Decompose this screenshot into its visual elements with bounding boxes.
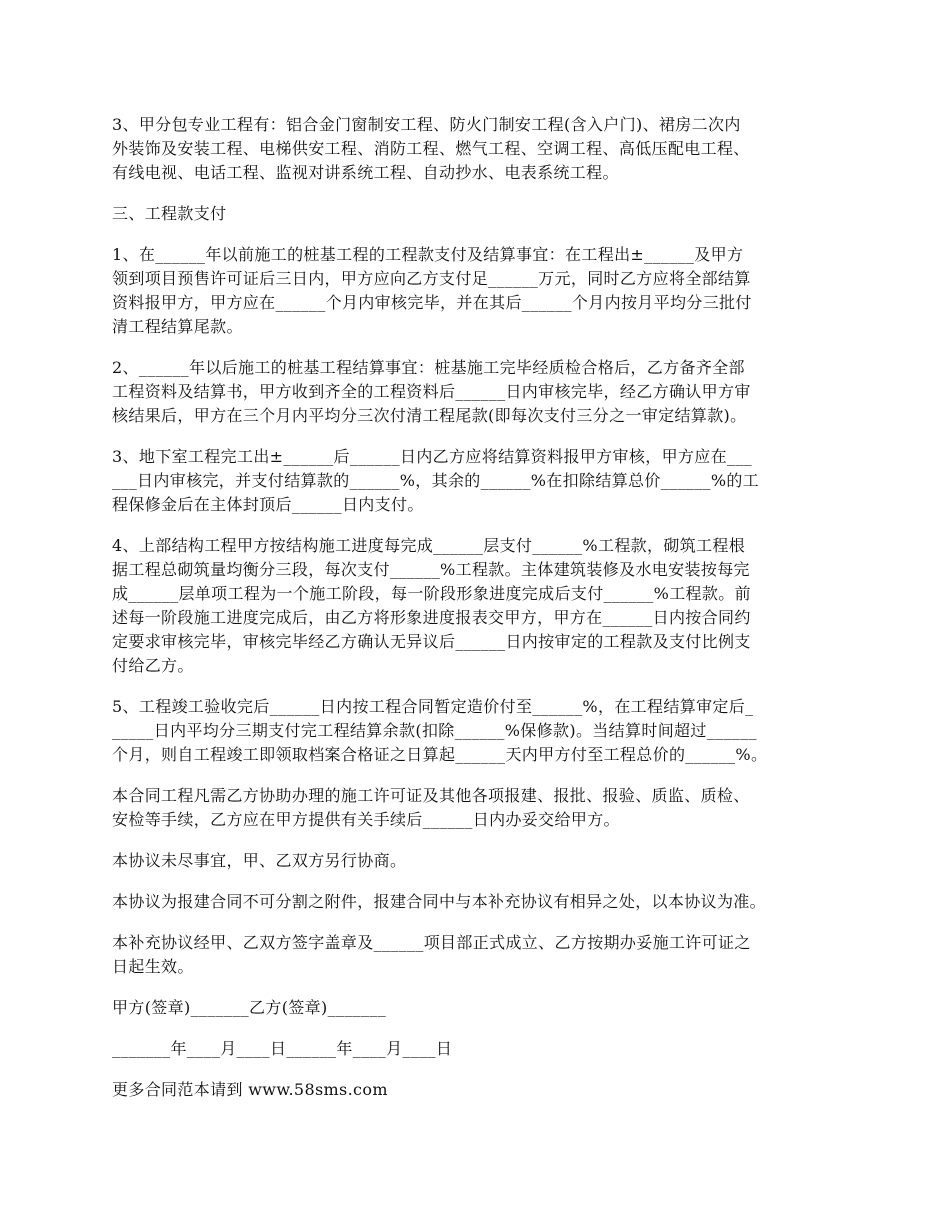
signature-line bbox=[112, 996, 852, 1020]
contract-document bbox=[112, 113, 852, 1119]
section-heading-payment bbox=[112, 202, 852, 226]
negotiation-paragraph bbox=[112, 849, 852, 873]
text-line: 据工程总砌筑量均衡分三段，每次支付______%工程款。主体建筑装修及水电安装按每完 bbox=[112, 560, 750, 579]
permits-paragraph bbox=[112, 784, 852, 832]
text-line: _______年____月____日______年____月____日 bbox=[112, 1039, 453, 1058]
text-line: 定要求审核完毕，审核完毕经乙方确认无异议后______日内按审定的工程款及支付比例支 bbox=[112, 632, 751, 651]
text-line: 4、上部结构工程甲方按结构施工进度每完成______层支付______%工程款，砌筑工程根 bbox=[112, 536, 746, 555]
text-line: ___日内审核完，并支付结算款的______%，其余的______%在扣除结算总价______%的工 bbox=[112, 471, 760, 490]
text-line: 3、甲分包专业工程有：铝合金门窗制安工程、防火门制安工程(含入户门)、裙房二次内 bbox=[112, 115, 741, 134]
text-line: 本协议为报建合同不可分割之附件，报建合同中与本补充协议有相异之处，以本协议为准。 bbox=[112, 892, 767, 911]
text-line: 有线电视、电话工程、监视对讲系统工程、自动抄水、电表系统工程。 bbox=[112, 163, 619, 182]
text-line: 资料报甲方，甲方应在______个月内审核完毕，并在其后______个月内按月平均分三批付 bbox=[112, 293, 752, 312]
text-line: 成______层单项工程为一个施工阶段，每一阶段形象进度完成后支付______%工程款。前 bbox=[112, 584, 751, 603]
more-templates-footer bbox=[112, 1078, 852, 1102]
text-line: 核结果后，甲方在三个月内平均分三次付清工程尾款(即每次支付三分之一审定结算款)。 bbox=[112, 406, 747, 425]
text-line: 外装饰及安装工程、电梯供安工程、消防工程、燃气工程、空调工程、高低压配电工程、 bbox=[112, 139, 750, 158]
text-line: 2、______年以后施工的桩基工程结算事宜：桩基施工完毕经质检合格后，乙方备齐全部 bbox=[112, 358, 745, 377]
text-line: 个月，则自工程竣工即领取档案合格证之日算起______天内甲方付至工程总价的______%。 bbox=[112, 745, 768, 764]
text-line: 本合同工程凡需乙方协助办理的施工许可证及其他各项报建、报批、报验、质监、质检、 bbox=[112, 786, 750, 805]
text-line: 甲方(签章)_______乙方(签章)_______ bbox=[112, 998, 387, 1017]
subcontract-works-paragraph bbox=[112, 113, 852, 185]
text-line: 清工程结算尾款。 bbox=[112, 317, 243, 336]
text-line: 日起生效。 bbox=[112, 957, 194, 976]
text-line: 付给乙方。 bbox=[112, 656, 194, 675]
text-line: 程保修金后在主体封顶后______日内支付。 bbox=[112, 495, 424, 514]
text-line: 安检等手续，乙方应在甲方提供有关手续后______日内办妥交给甲方。 bbox=[112, 810, 620, 829]
text-line: 工程资料及结算书，甲方收到齐全的工程资料后______日内审核完毕，经乙方确认甲方审 bbox=[112, 382, 751, 401]
text-line: 本协议未尽事宜，甲、乙双方另行协商。 bbox=[112, 851, 407, 870]
text-line: 3、地下室工程完工出±______后______日内乙方应将结算资料报甲方审核，甲方应在___ bbox=[112, 447, 753, 466]
effective-date-paragraph bbox=[112, 931, 852, 979]
payment-clause-4 bbox=[112, 534, 852, 678]
text-line: 5、工程竣工验收完后______日内按工程合同暂定造价付至______%，在工程结算审定后_ bbox=[112, 697, 754, 716]
payment-clause-3 bbox=[112, 445, 852, 517]
payment-clause-2 bbox=[112, 356, 852, 428]
text-line: 述每一阶段施工进度完成后，由乙方将形象进度报表交甲方，甲方在______日内按合同约 bbox=[112, 608, 751, 627]
date-line bbox=[112, 1037, 852, 1061]
text-line: 更多合同范本请到 www.58sms.com bbox=[112, 1080, 388, 1099]
text-line: _____日内平均分三期支付完工程结算余款(扣除______%保修款)。当结算时间超过______ bbox=[112, 721, 757, 740]
payment-clause-1 bbox=[112, 243, 852, 339]
annex-paragraph bbox=[112, 890, 852, 914]
heading-text: 三、工程款支付 bbox=[112, 204, 227, 223]
text-line: 1、在______年以前施工的桩基工程的工程款支付及结算事宜：在工程出±______及甲方 bbox=[112, 245, 744, 264]
text-line: 本补充协议经甲、乙双方签字盖章及______项目部正式成立、乙方按期办妥施工许可证之 bbox=[112, 933, 751, 952]
text-line: 领到项目预售许可证后三日内，甲方应向乙方支付足______万元，同时乙方应将全部结算 bbox=[112, 269, 751, 288]
payment-clause-5 bbox=[112, 695, 852, 767]
